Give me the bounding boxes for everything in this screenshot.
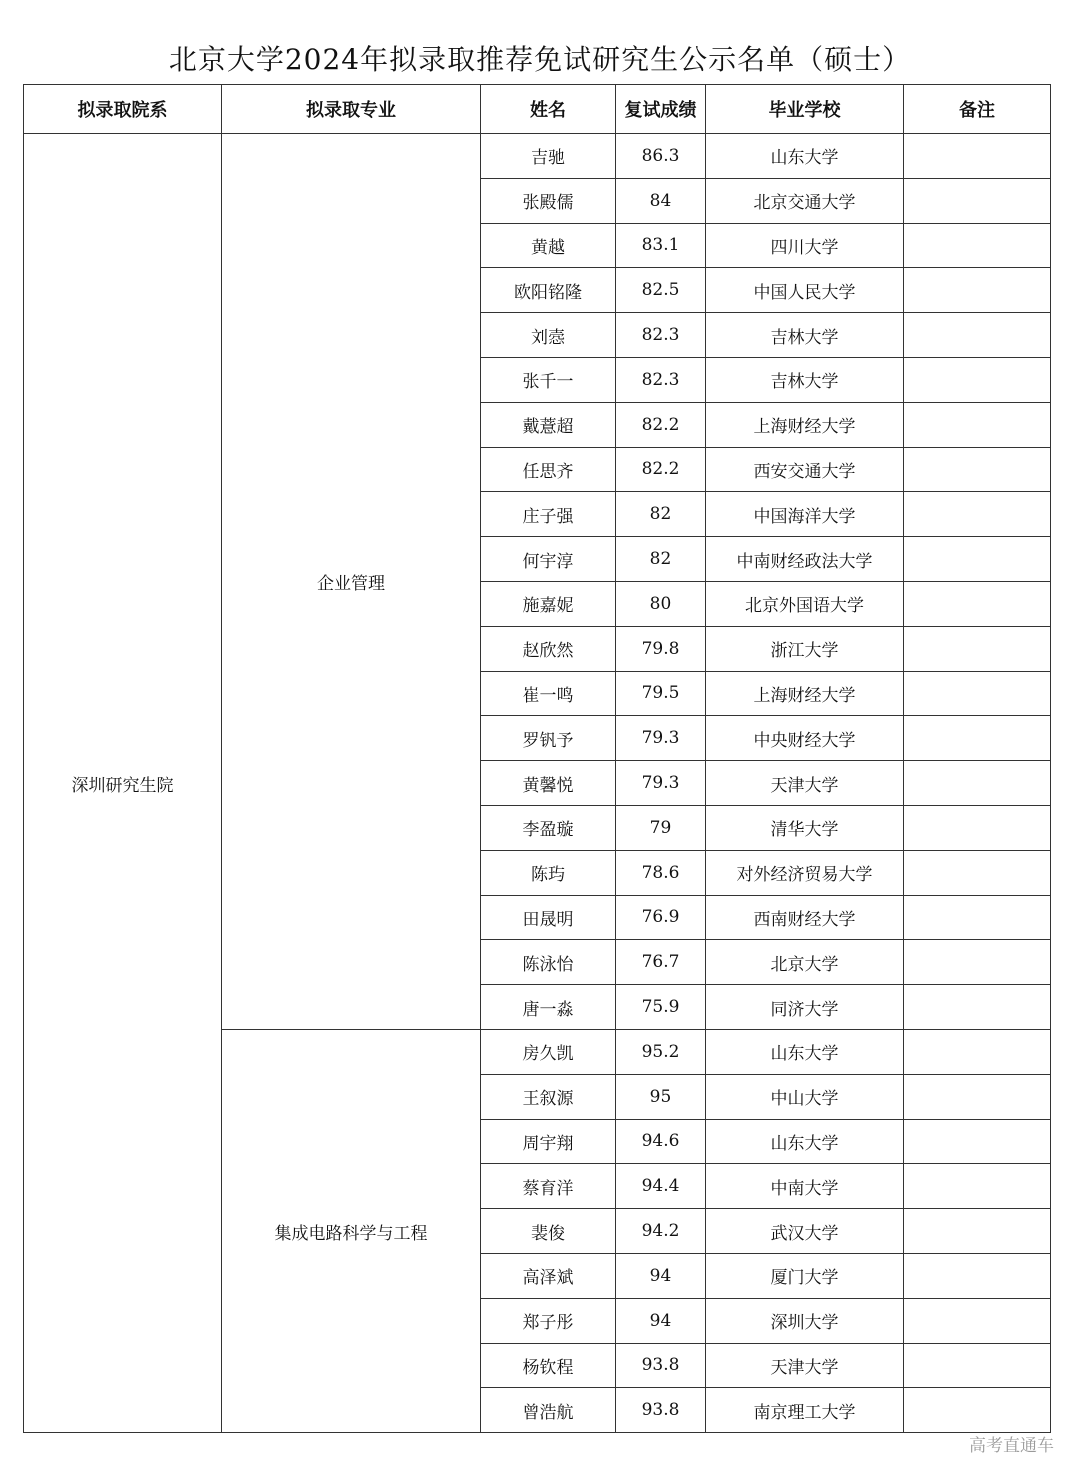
name-cell: 陈泳怡: [481, 940, 616, 985]
note-cell: [904, 1074, 1051, 1119]
school-cell: 清华大学: [706, 805, 904, 850]
score-cell: 86.3: [616, 134, 706, 179]
name-cell: 郑子彤: [481, 1298, 616, 1343]
admission-table: [23, 84, 1051, 1433]
school-cell: 同济大学: [706, 985, 904, 1030]
note-cell: [904, 1343, 1051, 1388]
note-cell: [904, 985, 1051, 1030]
score-cell: 79.3: [616, 761, 706, 806]
school-cell: 北京大学: [706, 940, 904, 985]
school-cell: 北京外国语大学: [706, 581, 904, 626]
score-cell: 94: [616, 1298, 706, 1343]
school-cell: 中国海洋大学: [706, 492, 904, 537]
header-note: 备注: [904, 85, 1051, 134]
score-cell: 95.2: [616, 1029, 706, 1074]
school-cell: 山东大学: [706, 1119, 904, 1164]
note-cell: [904, 357, 1051, 402]
note-cell: [904, 716, 1051, 761]
school-cell: 对外经济贸易大学: [706, 850, 904, 895]
score-cell: 79.8: [616, 626, 706, 671]
score-cell: 94: [616, 1253, 706, 1298]
name-cell: 施嘉妮: [481, 581, 616, 626]
note-cell: [904, 1388, 1051, 1433]
name-cell: 王叙源: [481, 1074, 616, 1119]
school-cell: 浙江大学: [706, 626, 904, 671]
note-cell: [904, 223, 1051, 268]
note-cell: [904, 626, 1051, 671]
table-body: [24, 134, 1051, 1433]
header-school: 毕业学校: [706, 85, 904, 134]
school-cell: 上海财经大学: [706, 402, 904, 447]
note-cell: [904, 1298, 1051, 1343]
name-cell: 高泽斌: [481, 1253, 616, 1298]
school-cell: 北京交通大学: [706, 178, 904, 223]
school-cell: 南京理工大学: [706, 1388, 904, 1433]
note-cell: [904, 895, 1051, 940]
header-department: 拟录取院系: [24, 85, 222, 134]
school-cell: 西南财经大学: [706, 895, 904, 940]
header-major: 拟录取专业: [222, 85, 481, 134]
name-cell: 李盈璇: [481, 805, 616, 850]
school-cell: 天津大学: [706, 761, 904, 806]
score-cell: 84: [616, 178, 706, 223]
name-cell: 任思齐: [481, 447, 616, 492]
score-cell: 82.3: [616, 357, 706, 402]
name-cell: 吉驰: [481, 134, 616, 179]
score-cell: 75.9: [616, 985, 706, 1030]
score-cell: 78.6: [616, 850, 706, 895]
name-cell: 张千一: [481, 357, 616, 402]
school-cell: 吉林大学: [706, 313, 904, 358]
header-row: [24, 85, 1051, 134]
note-cell: [904, 1029, 1051, 1074]
school-cell: 中山大学: [706, 1074, 904, 1119]
score-cell: 82.2: [616, 402, 706, 447]
major-cell: 企业管理: [222, 134, 481, 1030]
note-cell: [904, 537, 1051, 582]
school-cell: 厦门大学: [706, 1253, 904, 1298]
score-cell: 94.2: [616, 1209, 706, 1254]
name-cell: 蔡育洋: [481, 1164, 616, 1209]
score-cell: 94.4: [616, 1164, 706, 1209]
school-cell: 上海财经大学: [706, 671, 904, 716]
school-cell: 中南财经政法大学: [706, 537, 904, 582]
school-cell: 西安交通大学: [706, 447, 904, 492]
school-cell: 天津大学: [706, 1343, 904, 1388]
table-row: [24, 134, 1051, 179]
name-cell: 周宇翔: [481, 1119, 616, 1164]
name-cell: 黄馨悦: [481, 761, 616, 806]
name-cell: 赵欣然: [481, 626, 616, 671]
school-cell: 山东大学: [706, 134, 904, 179]
score-cell: 82.5: [616, 268, 706, 313]
name-cell: 房久凯: [481, 1029, 616, 1074]
name-cell: 崔一鸣: [481, 671, 616, 716]
school-cell: 深圳大学: [706, 1298, 904, 1343]
note-cell: [904, 1119, 1051, 1164]
score-cell: 80: [616, 581, 706, 626]
note-cell: [904, 178, 1051, 223]
name-cell: 张殿儒: [481, 178, 616, 223]
note-cell: [904, 940, 1051, 985]
score-cell: 76.7: [616, 940, 706, 985]
name-cell: 何宇淳: [481, 537, 616, 582]
name-cell: 田晟明: [481, 895, 616, 940]
note-cell: [904, 581, 1051, 626]
header-score: 复试成绩: [616, 85, 706, 134]
page-title: 北京大学2024年拟录取推荐免试研究生公示名单（硕士）: [168, 43, 912, 76]
name-cell: 唐一淼: [481, 985, 616, 1030]
department-cell: 深圳研究生院: [24, 134, 222, 1433]
note-cell: [904, 268, 1051, 313]
name-cell: 黄越: [481, 223, 616, 268]
name-cell: 庄子强: [481, 492, 616, 537]
score-cell: 82.3: [616, 313, 706, 358]
note-cell: [904, 805, 1051, 850]
score-cell: 82: [616, 492, 706, 537]
score-cell: 76.9: [616, 895, 706, 940]
note-cell: [904, 1253, 1051, 1298]
major-cell: 集成电路科学与工程: [222, 1029, 481, 1432]
note-cell: [904, 1164, 1051, 1209]
name-cell: 陈玙: [481, 850, 616, 895]
name-cell: 曾浩航: [481, 1388, 616, 1433]
score-cell: 94.6: [616, 1119, 706, 1164]
header-name: 姓名: [481, 85, 616, 134]
school-cell: 山东大学: [706, 1029, 904, 1074]
school-cell: 吉林大学: [706, 357, 904, 402]
name-cell: 戴薏超: [481, 402, 616, 447]
school-cell: 中国人民大学: [706, 268, 904, 313]
note-cell: [904, 761, 1051, 806]
note-cell: [904, 134, 1051, 179]
note-cell: [904, 671, 1051, 716]
score-cell: 83.1: [616, 223, 706, 268]
note-cell: [904, 1209, 1051, 1254]
name-cell: 刘悫: [481, 313, 616, 358]
score-cell: 93.8: [616, 1388, 706, 1433]
note-cell: [904, 492, 1051, 537]
name-cell: 裴俊: [481, 1209, 616, 1254]
score-cell: 82.2: [616, 447, 706, 492]
note-cell: [904, 447, 1051, 492]
score-cell: 82: [616, 537, 706, 582]
score-cell: 79.5: [616, 671, 706, 716]
school-cell: 四川大学: [706, 223, 904, 268]
name-cell: 杨钦程: [481, 1343, 616, 1388]
score-cell: 79.3: [616, 716, 706, 761]
school-cell: 中央财经大学: [706, 716, 904, 761]
name-cell: 罗钒予: [481, 716, 616, 761]
watermark: 高考直通车: [969, 1436, 1054, 1456]
note-cell: [904, 850, 1051, 895]
score-cell: 95: [616, 1074, 706, 1119]
note-cell: [904, 402, 1051, 447]
name-cell: 欧阳铭隆: [481, 268, 616, 313]
score-cell: 79: [616, 805, 706, 850]
score-cell: 93.8: [616, 1343, 706, 1388]
school-cell: 武汉大学: [706, 1209, 904, 1254]
school-cell: 中南大学: [706, 1164, 904, 1209]
note-cell: [904, 313, 1051, 358]
